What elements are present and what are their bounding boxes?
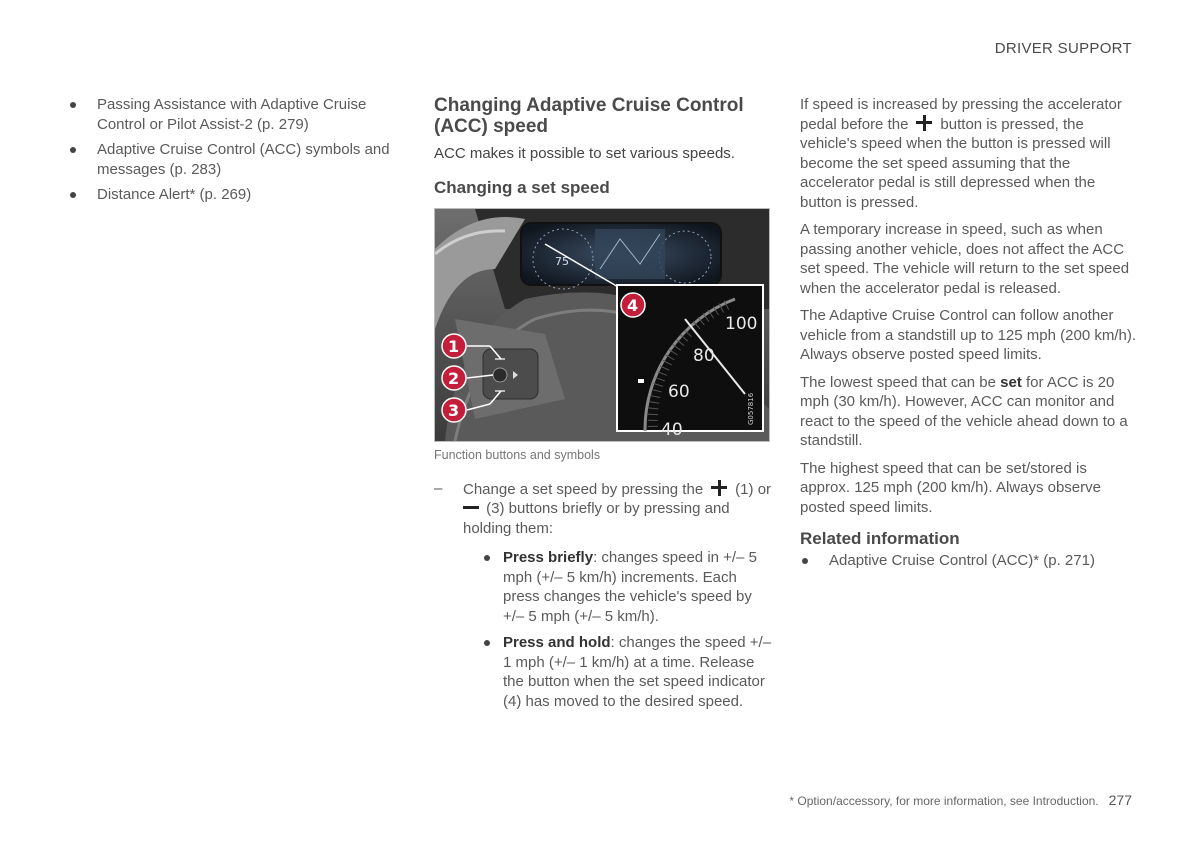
step-dash: – (434, 479, 443, 497)
middle-column (434, 95, 774, 718)
callout-label-1: 1 (448, 336, 460, 356)
related-list (800, 551, 1138, 571)
bullet-icon (70, 147, 76, 153)
bullet-icon (802, 558, 808, 564)
bullet-icon (484, 640, 490, 646)
paragraph: The highest speed that can be set/stored is approx. 125 mph (200 km/h). Always observe posted speed limits. (800, 459, 1101, 516)
figure-caption: Function buttons and symbols (434, 447, 601, 462)
zoom-speed-100: 100 (725, 313, 758, 334)
footer (789, 792, 1132, 808)
footnote-text: * Option/accessory, for more information, see Introduction. (789, 794, 1099, 808)
image-code: G057816 (747, 392, 755, 425)
running-header: DRIVER SUPPORT (994, 40, 1132, 57)
list-item: Press and hold: changes the speed +/– 1 mph (+/– 1 km/h) at a time. Release the button when the set speed indicator (4) has moved to the desired speed. (483, 633, 774, 711)
plus-icon (916, 115, 932, 131)
page-number: 277 (1108, 792, 1132, 808)
list-item: Press briefly: changes speed in +/– 5 mph (+/– 5 km/h) increments. Each press changes the vehicle's speed by +/– 5 mph (+/– 5 km/h). (483, 548, 774, 626)
small-speed-text: 75 (555, 254, 569, 268)
list-item[interactable]: Adaptive Cruise Control (ACC) symbols and messages (p. 283) (68, 140, 398, 179)
right-column (800, 95, 1138, 577)
minus-icon (463, 506, 479, 509)
callout-label-3: 3 (448, 400, 460, 420)
list-item[interactable]: Passing Assistance with Adaptive Cruise Control or Pilot Assist-2 (p. 279) (68, 95, 398, 134)
callout-label-2: 2 (448, 368, 460, 388)
zoom-speed-40: 40 (661, 419, 683, 440)
list-item[interactable]: Adaptive Cruise Control (ACC)* (p. 271) (800, 551, 1138, 571)
zoom-speed-60: 60 (668, 381, 690, 402)
zoom-speed-80: 80 (693, 345, 715, 366)
bullet-icon (484, 555, 490, 561)
paragraph: A temporary increase in speed, such as when passing another vehicle, does not affect the ACC set speed. The vehicle will return to the set speed when the accelerator pedal is released. (800, 221, 1130, 297)
bullet-icon (70, 192, 76, 198)
steering-wheel-illustration (434, 208, 770, 442)
related-heading: Related information (800, 529, 960, 548)
callout-label-4: 4 (627, 295, 639, 315)
related-links-list (68, 95, 398, 205)
bullet-icon (70, 102, 76, 108)
procedure-step (434, 480, 774, 712)
intro-text: ACC makes it possible to set various speeds. (434, 145, 735, 162)
step-options-list (483, 548, 774, 711)
paragraph: The Adaptive Cruise Control can follow another vehicle from a standstill up to 125 mph (200 km/h). Always observe posted speed limits. (800, 307, 1136, 363)
illustration-svg (435, 209, 769, 441)
subsection-heading: Changing a set speed (434, 177, 610, 197)
list-item[interactable]: Distance Alert* (p. 269) (68, 185, 398, 205)
left-column (68, 95, 398, 211)
step-text: Change a set speed by pressing the (1) or (3) buttons briefly or by pressing and holding them: (463, 480, 772, 537)
plus-icon (711, 480, 727, 496)
section-title: Changing Adaptive Cruise Control (ACC) speed (434, 95, 744, 137)
paragraph: If speed is increased by pressing the accelerator pedal before the button is pressed, the vehicle's speed when the button is pressed will become the set speed assuming that the accelerator pedal is still depressed when the button is pressed. (800, 96, 1122, 211)
paragraph: The lowest speed that can be set for ACC is 20 mph (30 km/h). However, ACC can monitor and react to the speed of the vehicle ahead down to a standstill. (800, 373, 1128, 449)
